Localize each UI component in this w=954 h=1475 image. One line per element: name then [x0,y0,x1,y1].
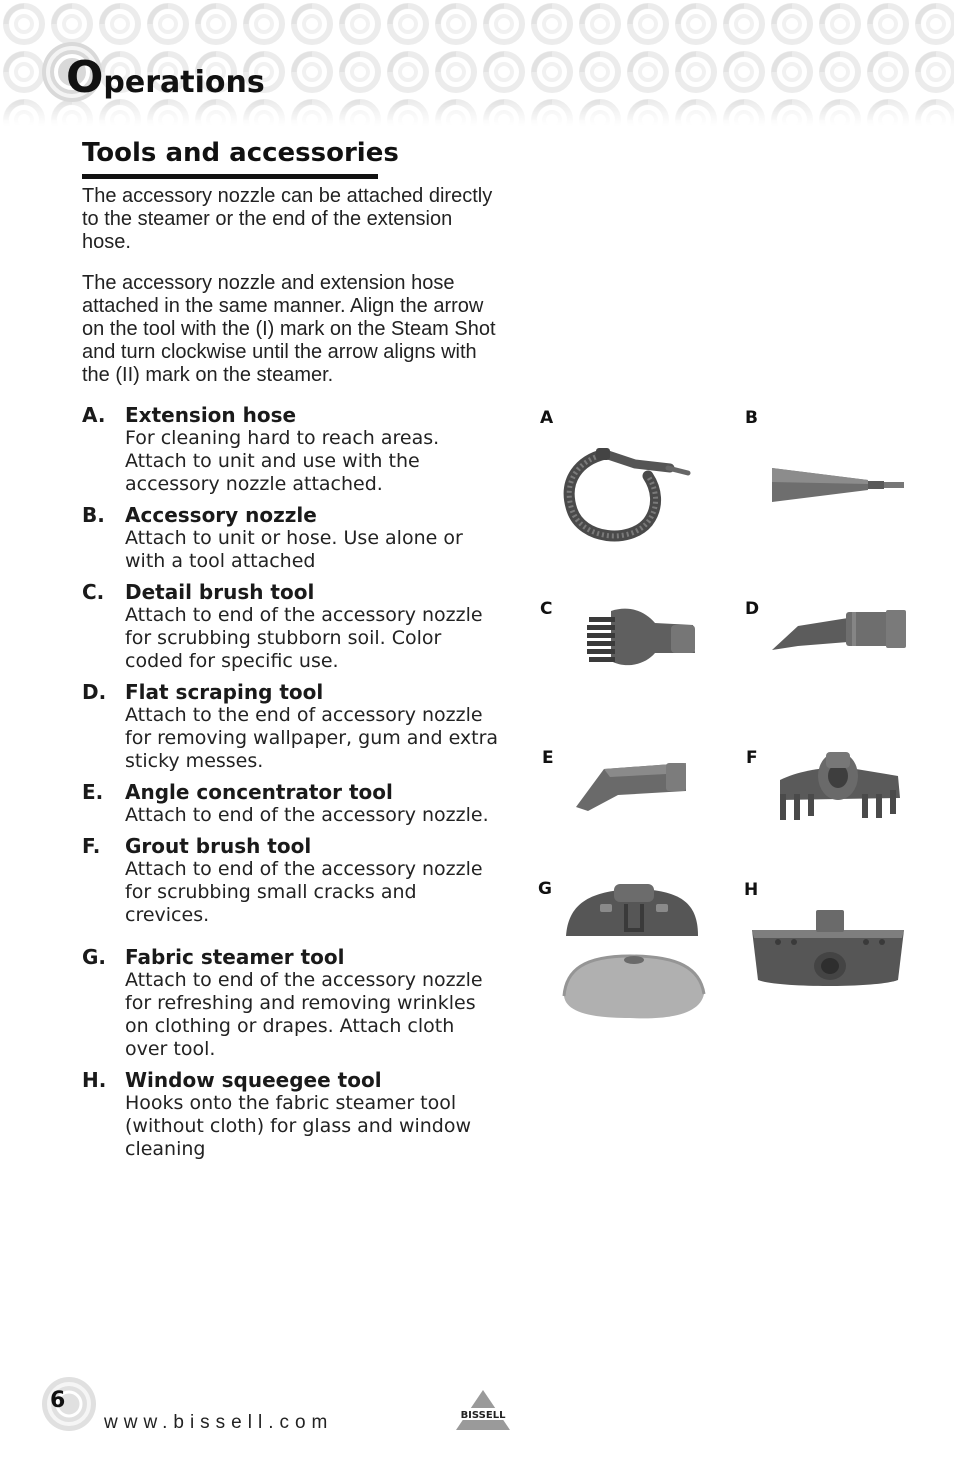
tool-letter: G. [82,945,107,969]
tool-letter: D. [82,680,107,704]
tool-list [82,403,502,1168]
figure-label-a: A [540,408,554,428]
tool-description: Attach to the end of accessory nozzle for removing wallpaper, gum and extra sticky messes. [125,704,499,772]
angle-concentrator-icon [570,755,692,815]
grout-brush-icon [770,750,908,824]
figure-label-e: E [542,748,554,768]
figure-label-f: F [746,748,758,768]
tool-item-e [82,780,502,827]
tool-letter: H. [82,1068,107,1092]
tool-name: Flat scraping tool [125,680,324,704]
tool-name: Extension hose [125,403,297,427]
page-number-badge-icon [40,1375,98,1433]
website-url: www.bissell.com [104,1412,334,1433]
tool-name: Accessory nozzle [125,503,317,527]
intro-paragraph-2: The accessory nozzle and extension hose attached in the same manner. Align the arrow on the tool with the (I) mark on the Steam Shot and turn clockwise until the arrow aligns with the (II) mark on the steamer. [82,272,496,386]
tool-description: Attach to end of the accessory nozzle for scrubbing small cracks and crevices. [125,858,483,926]
tool-name: Fabric steamer tool [125,945,345,969]
window-squeegee-icon [748,908,908,992]
figure-label-c: C [540,599,553,619]
page-number: 6 [50,1388,66,1413]
brand-logo-text: BISSELL [460,1410,506,1421]
extension-hose-icon [560,440,700,550]
figure-label-b: B [745,408,758,428]
tool-description: Attach to end of the accessory nozzle for scrubbing stubborn soil. Color coded for specific use. [125,604,483,672]
section-heading: Tools and accessories [82,138,399,168]
tool-letter: E. [82,780,104,804]
tool-item-c [82,580,502,673]
tool-item-a [82,403,502,496]
figure-label-g: G [538,879,552,899]
tool-item-h [82,1068,502,1161]
flat-scraper-icon [768,604,910,656]
figure-label-d: D [745,599,760,619]
tool-description: Attach to end of the accessory nozzle. [125,804,489,826]
detail-brush-icon [585,603,701,673]
page-title-initial: O [66,52,104,103]
tool-letter: C. [82,580,105,604]
figure-label-h: H [744,880,759,900]
tool-item-b [82,503,502,573]
tool-letter: F. [82,834,101,858]
intro-paragraph-1: The accessory nozzle can be attached directly to the steamer or the end of the extension hose. [82,185,493,253]
brand-logo [452,1388,514,1432]
tool-description: Hooks onto the fabric steamer tool (without cloth) for glass and window cleaning [125,1092,472,1160]
tool-name: Window squeegee tool [125,1068,382,1092]
tool-name: Grout brush tool [125,834,312,858]
tool-item-f [82,834,502,927]
tool-item-d [82,680,502,773]
tool-name: Angle concentrator tool [125,780,393,804]
tool-description: Attach to unit or hose. Use alone or with a tool attached [125,527,463,572]
tool-name: Detail brush tool [125,580,315,604]
page-title-rest: perations [103,65,265,100]
page-title [66,52,265,103]
accessory-nozzle-icon [768,462,908,506]
tool-description: For cleaning hard to reach areas. Attach to unit and use with the accessory nozzle attached. [125,427,440,495]
fabric-steamer-icon [560,884,710,1028]
heading-underline [82,174,378,179]
tool-description: Attach to end of the accessory nozzle for refreshing and removing wrinkles on clothing or drapes. Attach cloth over tool. [125,969,483,1060]
tool-letter: B. [82,503,105,527]
tool-letter: A. [82,403,106,427]
tool-item-g [82,945,502,1061]
